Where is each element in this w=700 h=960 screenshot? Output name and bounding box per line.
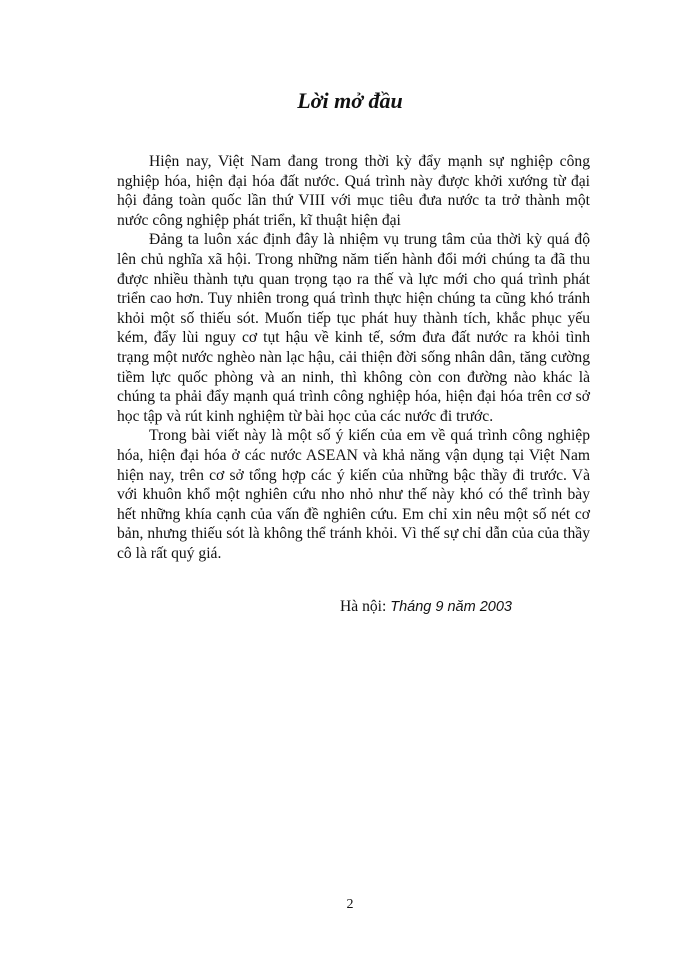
signoff-place: Hà nội: bbox=[340, 598, 387, 615]
paragraph-3: Trong bài viết này là một số ý kiến của em về quá trình công nghiệp hóa, hiện đại hóa ở các nước ASEAN và khả năng vận dụng tại Việt Nam hiện nay, trên cơ sở tổng hợp các ý kiến của những bậc thầy đi trước. Và với khuôn khổ một nghiên cứu nho nhỏ như thế này khó có thể trình bày hết những khía cạnh của vấn đề nghiên cứu. Em chỉ xin nêu một số nét cơ bản, nhưng thiếu sót là không thể tránh khỏi. Vì thế sự chỉ dẫn của của thầy cô là rất quý giá. bbox=[117, 427, 590, 562]
signoff bbox=[340, 598, 512, 616]
signoff-date: Tháng 9 năm 2003 bbox=[390, 599, 512, 615]
page-number: 2 bbox=[346, 897, 354, 912]
body-text bbox=[117, 152, 590, 563]
paragraph-2: Đảng ta luôn xác định đây là nhiệm vụ trung tâm của thời kỳ quá độ lên chủ nghĩa xã hội. Trong những năm tiến hành đổi mới chúng ta đã thu được nhiều thành tựu quan trọng tạo ra thế và lực mới cho quá trình phát triển cao hơn. Tuy nhiên trong quá trình thực hiện chúng ta cũng khó tránh khỏi một số thiếu sót. Muốn tiếp tục phát huy thành tích, khắc phục yếu kém, đẩy lùi nguy cơ tụt hậu về kinh tế, sớm đưa đất nước ra khỏi tình trạng một nước nghèo nàn lạc hậu, cải thiện đời sống nhân dân, tăng cường tiềm lực quốc phòng và an ninh, thì không còn con đường nào khác là chúng ta phải đẩy mạnh quá trình công nghiệp hóa, hiện đại hóa trên cơ sở học tập và rút kinh nghiệm từ bài học của các nước đi trước. bbox=[117, 231, 590, 425]
page-title: Lời mở đầu bbox=[297, 88, 403, 113]
paragraph-1: Hiện nay, Việt Nam đang trong thời kỳ đẩy mạnh sự nghiệp công nghiệp hóa, hiện đại hóa đất nước. Quá trình này được khởi xướng từ đại hội đảng toàn quốc lần thứ VIII với mục tiêu đưa nước ta trở thành một nước công nghiệp phát triển, kĩ thuật hiện đại bbox=[117, 153, 590, 229]
